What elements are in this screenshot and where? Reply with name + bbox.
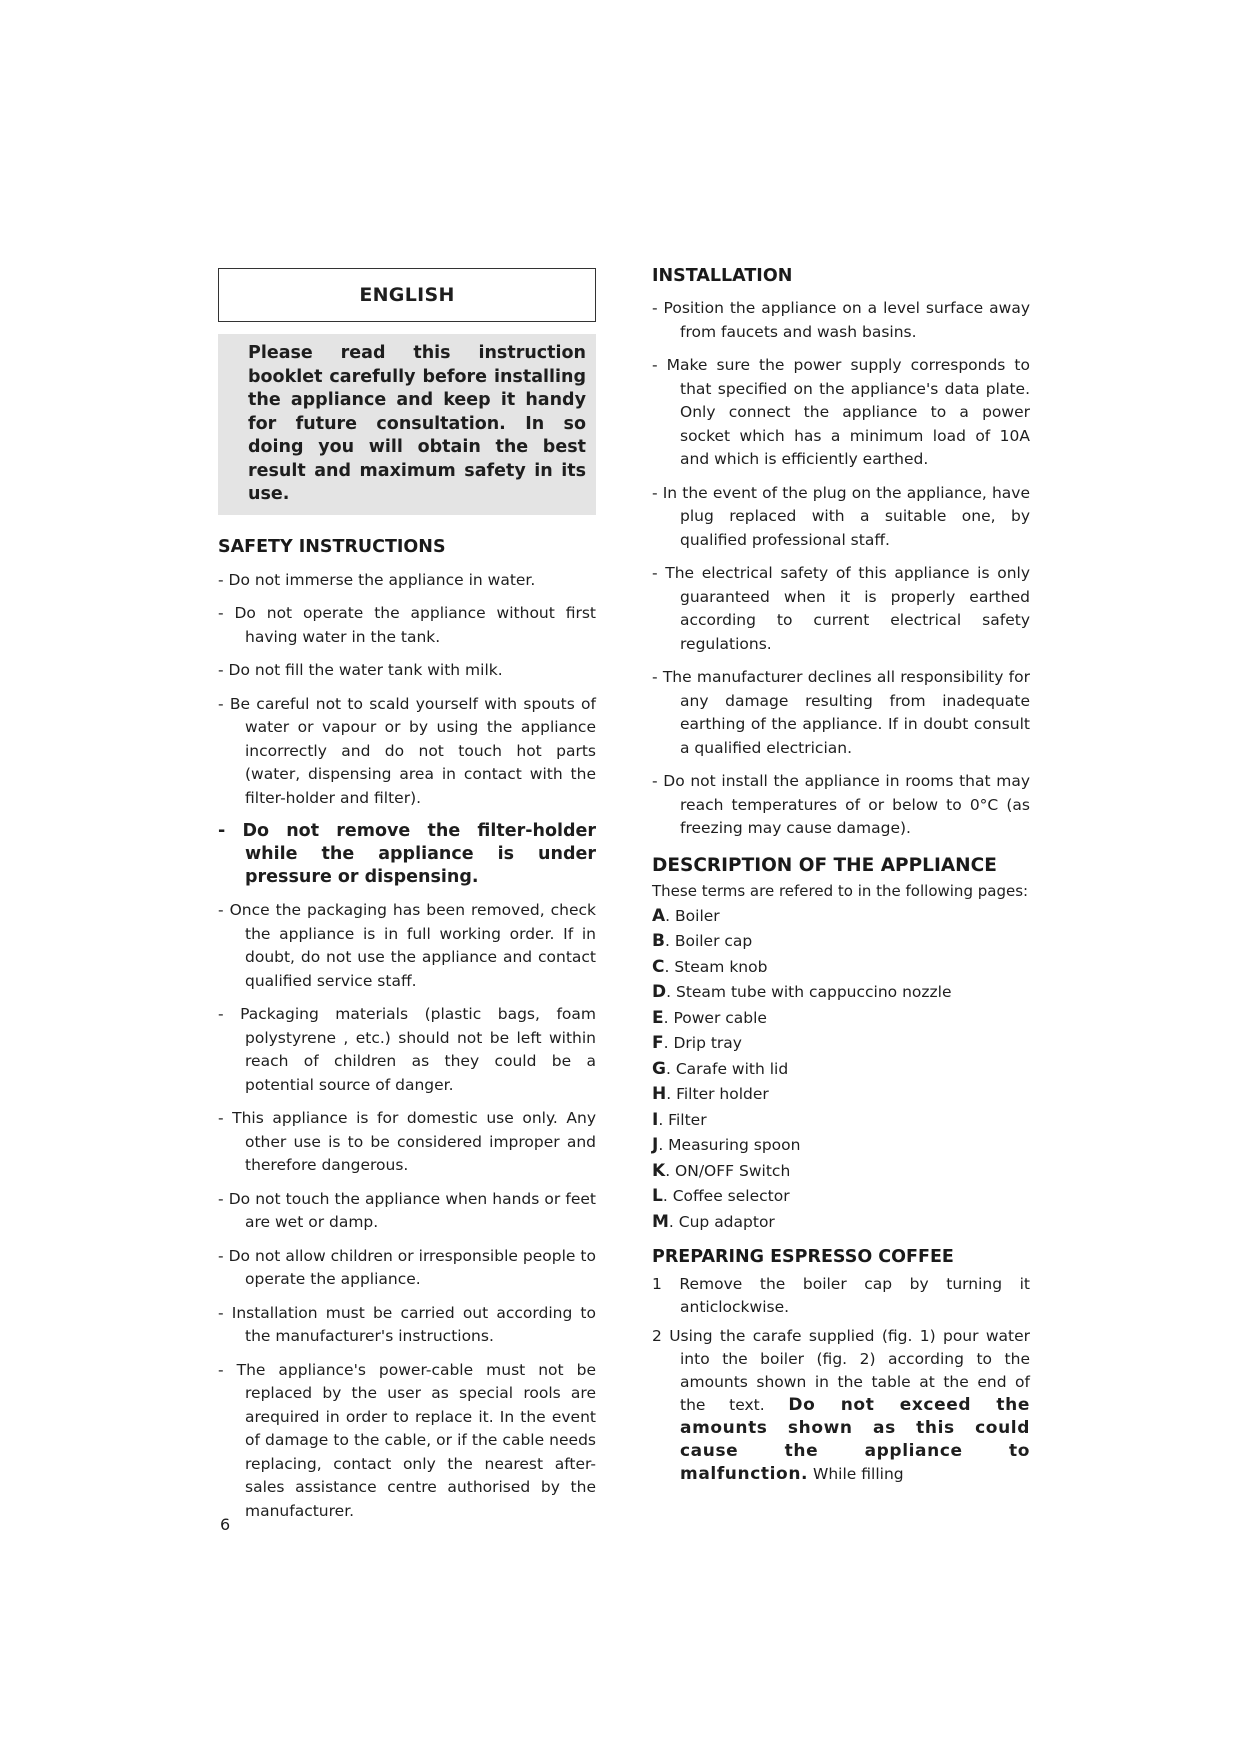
part-item [652,1108,1030,1134]
part-letter: A [652,905,666,926]
installation-item: - The manufacturer declines all responsibility for any damage resulting from inadequate earthing of the appliance. If in doubt consult a qualified electrician. [652,668,1030,757]
part-letter: E [652,1007,664,1028]
installation-item: - Position the appliance on a level surface away from faucets and wash basins. [652,299,1030,341]
part-item [652,929,1030,955]
part-label: . Drip tray [663,1034,742,1052]
part-label: . Boiler [665,906,720,925]
part-item [652,904,1030,930]
installation-item: - In the event of the plug on the appliance, have plug replaced with a suitable one, by qualified professional staff. [652,483,1030,549]
notice-box: Please read this instruction booklet carefully before installing the appliance and keep it handy for future consultation. In so doing you will obtain the best result and maximum safety in its use. [218,334,596,515]
safety-item: - Do not allow children or irresponsible people to operate the appliance. [218,1246,596,1288]
left-column [218,268,596,1533]
safety-item: - Do not fill the water tank with milk. [218,661,503,679]
part-label: . Measuring spoon [658,1136,801,1154]
part-letter: D [652,982,667,1002]
step-2-warning: Do not exceed the amounts shown as this could cause the appliance to malfunction. [680,1395,1030,1484]
part-letter: C [652,956,665,977]
part-letter: J [652,1135,659,1155]
parts-list [652,904,1030,1236]
part-item [652,1184,1030,1210]
step-2-continuation: While filling [813,1465,904,1483]
part-letter: K [652,1160,666,1181]
part-item [652,980,1030,1006]
preparing-step-1: 1 Remove the boiler cap by turning it anticlockwise. [652,1275,1030,1316]
part-item [652,955,1030,981]
safety-heading: SAFETY INSTRUCTIONS [218,536,446,557]
installation-item: - The electrical safety of this appliance is only guaranteed when it is properly earthed according to current electrical safety regulations. [652,564,1030,653]
part-label: . Power cable [663,1008,767,1027]
part-item [652,1159,1030,1185]
safety-item: - Do not immerse the appliance in water. [218,570,536,589]
part-label: . Filter holder [666,1085,769,1103]
safety-item: - Do not operate the appliance without first having water in the tank. [218,604,596,646]
part-letter: F [652,1033,664,1053]
description-intro: These terms are refered to in the following pages: [652,881,1029,900]
part-item [652,1133,1030,1159]
part-letter: G [652,1058,666,1079]
part-item [652,1210,1030,1236]
language-box [218,268,596,322]
preparing-heading: PREPARING ESPRESSO COFFEE [652,1247,954,1267]
safety-item: - Once the packaging has been removed, check the appliance is in full working order. If in doubt, do not use the appliance and contact qualified service staff. [218,901,596,990]
safety-item: - The appliance's power-cable must not be replaced by the user as special rools are arequired in order to replace it. In the event of damage to the cable, or if the cable needs replacing, contact only the nearest after-sales assistance centre authorised by the manufacturer. [218,1360,596,1520]
part-letter: B [652,931,665,951]
safety-item: - Do not touch the appliance when hands or feet are wet or damp. [218,1189,596,1231]
part-label: . Carafe with lid [665,1059,789,1078]
installation-item: - Do not install the appliance in rooms that may reach temperatures of or below to 0°C (as freezing may cause damage). [652,772,1030,837]
part-letter: I [652,1109,659,1130]
language-title: ENGLISH [359,284,455,306]
part-item [652,1006,1030,1032]
part-label: . Coffee selector [662,1187,790,1205]
page-number: 6 [220,1515,231,1534]
part-label: . Filter [658,1110,707,1129]
safety-item-warning: - Do not remove the filter-holder while the appliance is under pressure or dispensing. [218,821,596,887]
preparing-step-2 [652,1325,1030,1486]
step-2-text: 2 Using the carafe supplied (fig. 1) pour water into the boiler (fig. 2) according to the amounts shown in the table at the end of the text. [652,1327,1030,1414]
part-label: . Steam tube with cappuccino nozzle [666,983,952,1001]
part-letter: H [652,1084,667,1104]
part-item [652,1057,1030,1083]
part-label: . Cup adaptor [668,1212,775,1231]
part-label: . ON/OFF Switch [665,1161,791,1180]
safety-item: - Be careful not to scald yourself with spouts of water or vapour or by using the appliance incorrectly and do not touch hot parts (water, dispensing area in contact with the filter-holder and filter). [218,694,596,807]
installation-list [652,297,1030,841]
part-label: . Boiler cap [664,932,753,950]
safety-item: - Packaging materials (plastic bags, foam polystyrene , etc.) should not be left within reach of children as they could be a potential source of danger. [218,1005,596,1094]
part-item [652,1082,1030,1108]
description-heading: DESCRIPTION OF THE APPLIANCE [652,854,997,876]
part-letter: L [652,1186,663,1206]
part-label: . Steam knob [664,957,768,976]
part-item [652,1031,1030,1057]
safety-list [218,569,596,1524]
safety-item: - Installation must be carried out according to the manufacturer's instructions. [218,1303,596,1345]
right-column [652,266,1030,1492]
part-letter: M [652,1211,669,1232]
installation-heading: INSTALLATION [652,266,793,286]
installation-item: - Make sure the power supply corresponds to that specified on the appliance's data plate. Only connect the appliance to a power socket which has a minimum load of 10A and which is efficiently earthed. [652,356,1030,468]
safety-item: - This appliance is for domestic use only. Any other use is to be considered improper and therefore dangerous. [218,1109,596,1174]
